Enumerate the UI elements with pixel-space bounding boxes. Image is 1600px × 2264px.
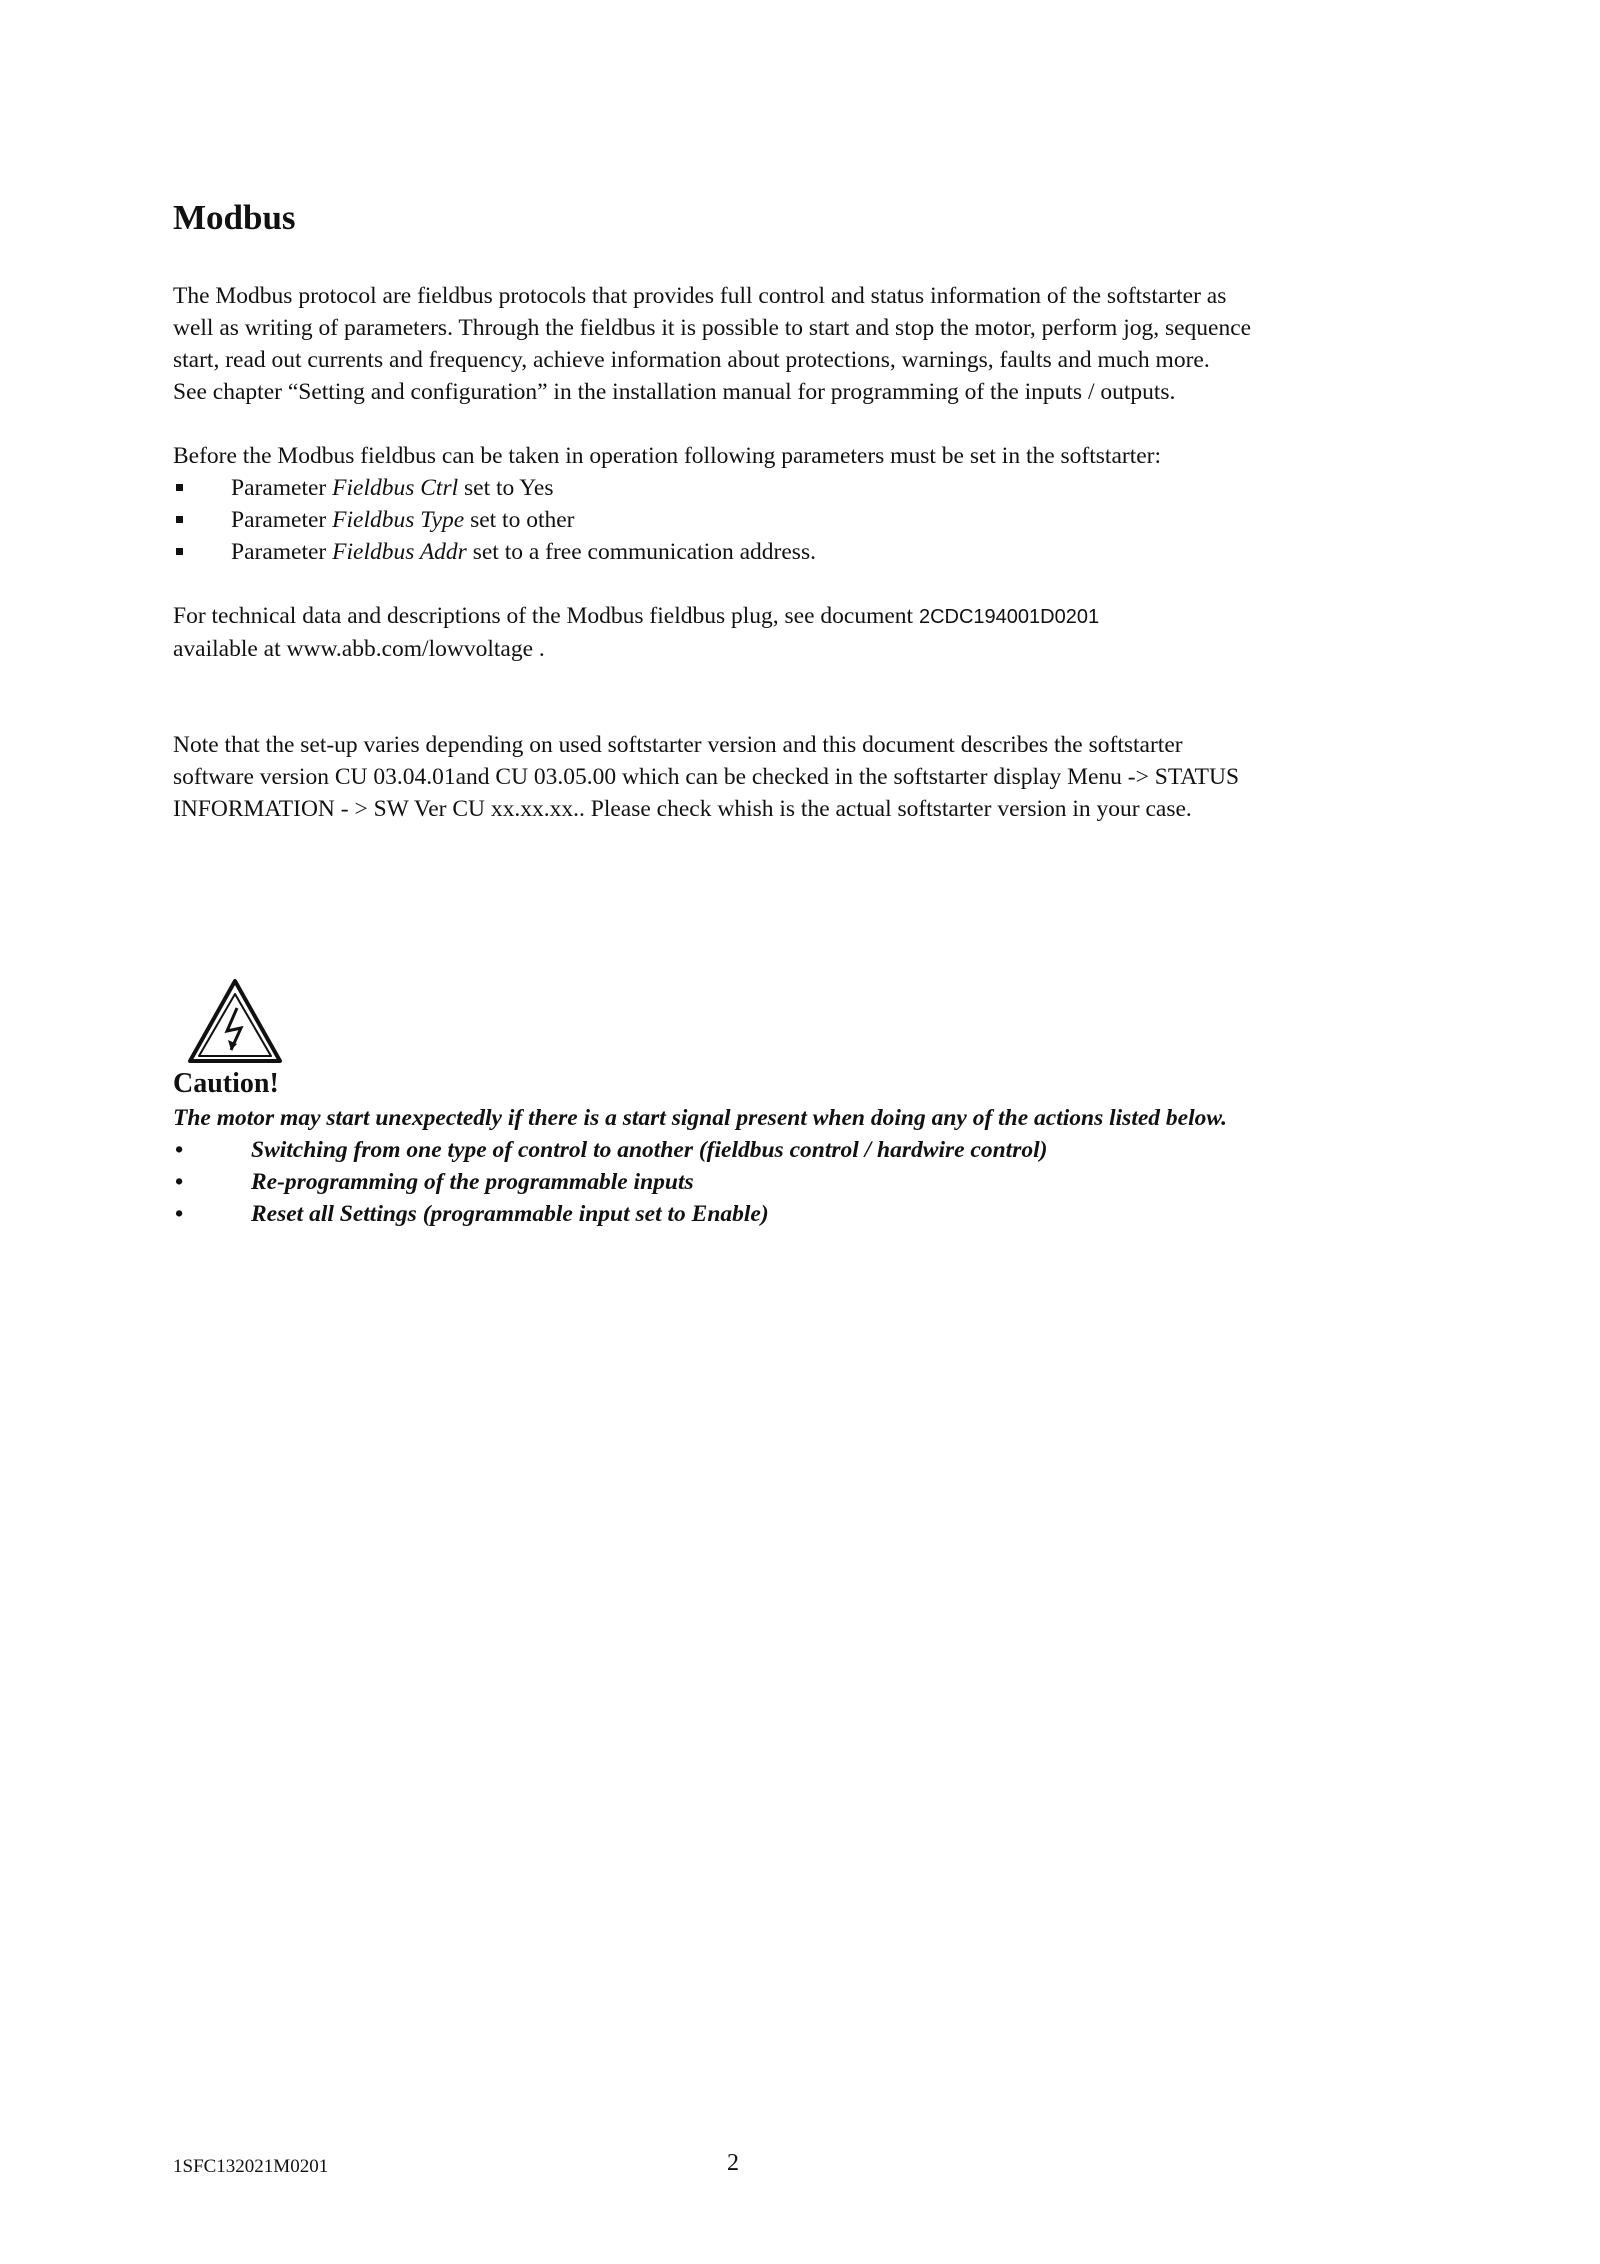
note-line: software version CU 03.04.01and CU 03.05.00 which can be checked in the softstarter display Menu -> STATUS (173, 764, 1240, 790)
tech-text: For technical data and descriptions of the Modbus fieldbus plug, see document (173, 603, 919, 629)
bullet-icon: • (175, 1169, 184, 1195)
page-number: 2 (727, 2150, 739, 2176)
list-item (173, 1198, 1473, 1230)
page-title: Modbus (173, 198, 296, 237)
square-bullet-icon (176, 548, 183, 555)
document-number: 1SFC132021M0201 (173, 2156, 329, 2177)
param-name: Fieldbus Addr (332, 539, 467, 565)
bullet-icon: • (175, 1137, 184, 1163)
caution-lead: The motor may start unexpectedly if there is a start signal present when doing any of the actions listed below. (173, 1105, 1228, 1131)
bullet-icon: • (175, 1201, 184, 1227)
caution-list (173, 1134, 1473, 1230)
electrical-hazard-icon (185, 976, 285, 1066)
intro-line: The Modbus protocol are fieldbus protocols that provides full control and status information of the softstarter as (173, 283, 1227, 309)
parameter-list (173, 472, 1433, 568)
caution-item-text: Switching from one type of control to another (fieldbus control / hardwire control) (251, 1137, 1048, 1163)
list-item (173, 504, 1433, 536)
version-note-paragraph (173, 729, 1433, 825)
caution-item-text: Reset all Settings (programmable input set to Enable) (251, 1201, 769, 1227)
intro-line: start, read out currents and frequency, achieve information about protections, warnings, faults and much more. (173, 347, 1210, 373)
param-prefix: Parameter (231, 539, 333, 565)
list-item (173, 1166, 1473, 1198)
intro-line: See chapter “Setting and configuration” in the installation manual for programming of the inputs / outputs. (173, 379, 1176, 405)
param-prefix: Parameter (231, 475, 333, 501)
caution-block (173, 1066, 1473, 1230)
tech-line: available at www.abb.com/lowvoltage . (173, 636, 545, 662)
tech-line (173, 600, 1433, 633)
parameters-intro: Before the Modbus fieldbus can be taken in operation following parameters must be set in the softstarter: (173, 443, 1162, 469)
document-reference: 2CDC194001D0201 (918, 606, 1100, 628)
param-suffix: set to Yes (458, 475, 554, 501)
technical-data-paragraph (173, 600, 1433, 665)
list-item (173, 536, 1433, 568)
intro-paragraph (173, 280, 1433, 408)
param-suffix: set to a free communication address. (466, 539, 816, 565)
intro-line: well as writing of parameters. Through the fieldbus it is possible to start and stop the motor, perform jog, sequence (173, 315, 1252, 341)
param-name: Fieldbus Ctrl (332, 475, 459, 501)
caution-item-text: Re-programming of the programmable inputs (251, 1169, 694, 1195)
list-item (173, 472, 1433, 504)
square-bullet-icon (176, 516, 183, 523)
param-prefix: Parameter (231, 507, 333, 533)
square-bullet-icon (176, 484, 183, 491)
main-content (173, 196, 1433, 825)
note-line: INFORMATION - > SW Ver CU xx.xx.xx.. Please check whish is the actual softstarter version in your case. (173, 796, 1192, 822)
note-line: Note that the set-up varies depending on used softstarter version and this document describes the softstarter (173, 732, 1183, 758)
caution-title: Caution! (173, 1068, 279, 1099)
param-suffix: set to other (464, 507, 575, 533)
param-name: Fieldbus Type (332, 507, 465, 533)
list-item (173, 1134, 1473, 1166)
